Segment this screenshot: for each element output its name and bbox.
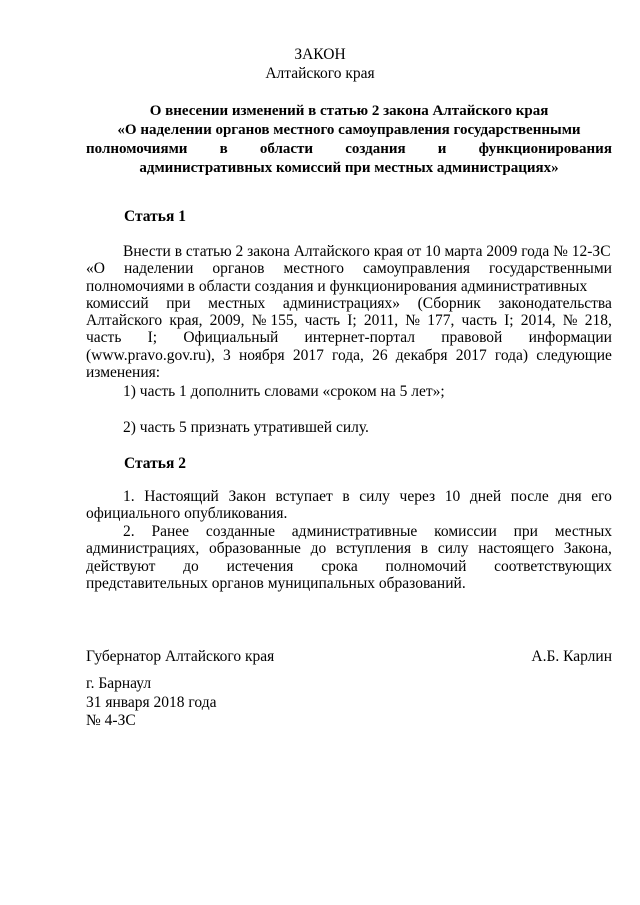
article-1-intro-word: I; bbox=[504, 312, 514, 330]
article-1-intro-line bbox=[86, 243, 612, 260]
article-2-p2-word: вступления bbox=[336, 540, 412, 558]
article-1-intro-word: Внести в статью 2 закона Алтайского края от 10 марта 2009 года № 12-ЗС bbox=[123, 243, 611, 260]
article-1-intro-word: государственными bbox=[488, 260, 612, 278]
article-1-intro-word: I; bbox=[347, 312, 357, 330]
article-1-intro-line bbox=[86, 278, 612, 295]
article-2-p2-line bbox=[86, 540, 612, 557]
article-1-heading: Статья 1 bbox=[124, 208, 186, 225]
article-1-intro-word: информации bbox=[528, 329, 612, 347]
title-word: создания bbox=[345, 141, 406, 157]
article-1-item-1-text: 1) часть 1 дополнить словами «сроком на 5 лет»; bbox=[123, 383, 445, 400]
article-1-intro-word: интернет-портал bbox=[304, 329, 415, 347]
article-2-p2-word: полномочий bbox=[385, 557, 467, 575]
article-2-p2-word: соответствующих bbox=[494, 557, 612, 575]
signatory-name: А.Б. Карлин bbox=[531, 648, 612, 665]
article-1-intro-word: изменения: bbox=[86, 364, 161, 382]
article-1-intro-word: 177, bbox=[427, 312, 455, 330]
article-1-intro-paragraph bbox=[86, 243, 612, 381]
article-1-intro-word: Алтайского bbox=[86, 312, 163, 330]
article-1-intro-word: № 155, bbox=[251, 312, 298, 330]
article-2-p1-word: через bbox=[399, 488, 436, 505]
article-1-intro-word: законодательства bbox=[498, 294, 612, 312]
article-2-p1-word: в bbox=[342, 488, 350, 505]
article-1-intro-word: 3 bbox=[223, 346, 231, 364]
document-title bbox=[86, 102, 612, 178]
article-2-p2-word: истечения bbox=[226, 557, 294, 575]
article-1-intro-word: декабря bbox=[395, 346, 448, 364]
article-1-intro-word: комиссий bbox=[86, 294, 149, 312]
article-2-p1-word: официального опубликования. bbox=[86, 505, 288, 523]
article-2-p1-word: Настоящий bbox=[144, 488, 219, 505]
article-1-intro-word: следующие bbox=[536, 346, 612, 364]
article-1-intro-word: местного bbox=[283, 260, 344, 278]
article-1-intro-line bbox=[86, 329, 612, 346]
place-date-block bbox=[86, 675, 216, 731]
article-2-p1-word: 10 bbox=[444, 488, 461, 505]
article-1-intro-word: 26 bbox=[372, 346, 388, 364]
article-2-p2-word: административные bbox=[291, 523, 418, 540]
article-1-intro-word: местных bbox=[208, 294, 266, 312]
law-number: № 4-ЗС bbox=[86, 712, 136, 729]
article-1-intro-word: «О bbox=[86, 260, 105, 278]
article-1-intro-word: (www.pravo.gov.ru), bbox=[86, 346, 215, 364]
article-1-intro-line bbox=[86, 347, 612, 364]
article-1-intro-word: 2017 bbox=[455, 346, 487, 364]
article-2-p2-word: при bbox=[513, 523, 538, 540]
article-1-intro-word: (Сборник bbox=[417, 294, 481, 312]
article-2-p2-word: до bbox=[183, 557, 199, 575]
article-2-p2-word: в bbox=[420, 540, 429, 558]
article-1-intro-word: часть bbox=[304, 312, 341, 330]
article-2-p2-word: администрациях, bbox=[86, 540, 200, 558]
signatory-position: Губернатор Алтайского края bbox=[86, 648, 275, 665]
article-1-intro-word: 2017 bbox=[292, 346, 324, 364]
article-1-intro-word: 2011, bbox=[363, 312, 399, 330]
article-2-p2-line bbox=[86, 523, 612, 540]
title-word: полномочиями bbox=[86, 141, 188, 157]
document-type: ЗАКОН bbox=[294, 46, 346, 63]
title-line-3 bbox=[86, 140, 612, 159]
article-2-p2-line bbox=[86, 575, 612, 592]
title-word: функционирования bbox=[478, 141, 612, 157]
article-2-p2-word: до bbox=[310, 540, 327, 558]
title-line-4: административных комиссий при местных администрациях» bbox=[139, 160, 559, 176]
article-1-intro-word: 2014, bbox=[520, 312, 556, 330]
article-2-p1-word: 1. bbox=[123, 488, 135, 505]
title-line-2: «О наделении органов местного самоуправления государственными bbox=[117, 122, 581, 138]
article-2-p1-word: вступает bbox=[275, 488, 333, 505]
article-1-intro-word: года) bbox=[494, 346, 529, 364]
article-1-intro-word: I; bbox=[147, 329, 158, 347]
place-date: 31 января 2018 года bbox=[86, 693, 217, 711]
article-2-p2-word: действуют bbox=[86, 557, 156, 575]
article-1-item-2-text: 2) часть 5 признать утратившей силу. bbox=[123, 419, 369, 436]
article-1-intro-word: ноября bbox=[238, 346, 285, 364]
signature-row bbox=[86, 647, 612, 666]
article-1-intro-word: 218, bbox=[584, 312, 612, 330]
article-2-p2-word: срока bbox=[321, 557, 358, 575]
title-line-1: О внесении изменений в статью 2 закона Алтайского края bbox=[149, 103, 549, 119]
document-region: Алтайского края bbox=[265, 65, 375, 82]
article-2-p1-line bbox=[86, 505, 612, 522]
article-1-intro-word: наделении bbox=[123, 260, 194, 278]
article-2-p2-word: представительных органов муниципальных образований. bbox=[86, 574, 466, 592]
article-2-heading: Статья 2 bbox=[124, 455, 186, 472]
article-1-intro-line bbox=[86, 260, 612, 277]
article-2-p1-word: дня bbox=[558, 488, 582, 505]
article-2-p1-word: силу bbox=[359, 488, 390, 505]
article-2-p2-word: Закона, bbox=[563, 540, 612, 558]
article-1-intro-word: края, bbox=[169, 312, 203, 330]
article-2-p1-word: после bbox=[510, 488, 549, 505]
article-1-item-1 bbox=[86, 383, 612, 400]
article-1-intro-word: правовой bbox=[441, 329, 503, 347]
title-word: области bbox=[259, 141, 314, 157]
article-1-intro-line bbox=[86, 295, 612, 312]
article-2-p1-word: его bbox=[591, 488, 612, 505]
article-1-intro-word: часть bbox=[461, 312, 497, 330]
article-1-intro-line bbox=[86, 364, 612, 381]
article-1-intro-word: часть bbox=[86, 329, 122, 347]
article-2-p2-word: образованные bbox=[209, 540, 301, 558]
article-2-p2-word: местных bbox=[554, 523, 612, 540]
article-1-intro-line bbox=[86, 312, 612, 329]
article-2-p2-line bbox=[86, 558, 612, 575]
article-2-p1-word: Закон bbox=[228, 488, 266, 505]
article-1-intro-word: Официальный bbox=[183, 329, 279, 347]
place-city: г. Барнаул bbox=[86, 675, 152, 692]
article-1-intro-word: полномочиями в области создания и функционирования административных bbox=[86, 277, 588, 295]
title-word: в bbox=[219, 141, 228, 157]
document-header bbox=[0, 45, 640, 83]
article-2-p2-word: силу bbox=[437, 540, 469, 558]
article-1-intro-word: самоуправления bbox=[362, 260, 470, 278]
article-1-intro-word: 2009, bbox=[209, 312, 245, 330]
article-2-p2-word: 2. bbox=[123, 523, 135, 540]
article-2-p1-word: дней bbox=[469, 488, 502, 505]
article-1-intro-word: № bbox=[405, 312, 421, 330]
article-1-intro-word: органов bbox=[212, 260, 265, 278]
article-2-p2-word: Ранее bbox=[151, 523, 190, 540]
article-1-intro-word: при bbox=[166, 294, 191, 312]
title-word: и bbox=[437, 141, 447, 157]
article-2-p2-word: комиссии bbox=[434, 523, 497, 540]
article-2-paragraph-2 bbox=[86, 523, 612, 592]
article-1-intro-word: администрациях» bbox=[282, 294, 401, 312]
article-1-item-2 bbox=[86, 419, 612, 436]
article-2-p1-line bbox=[86, 488, 612, 505]
article-2-paragraph-1 bbox=[86, 488, 612, 523]
article-2-p2-word: настоящего bbox=[478, 540, 554, 558]
article-1-intro-word: № bbox=[562, 312, 578, 330]
article-2-p2-word: созданные bbox=[205, 523, 275, 540]
article-1-intro-word: года, bbox=[332, 346, 364, 364]
